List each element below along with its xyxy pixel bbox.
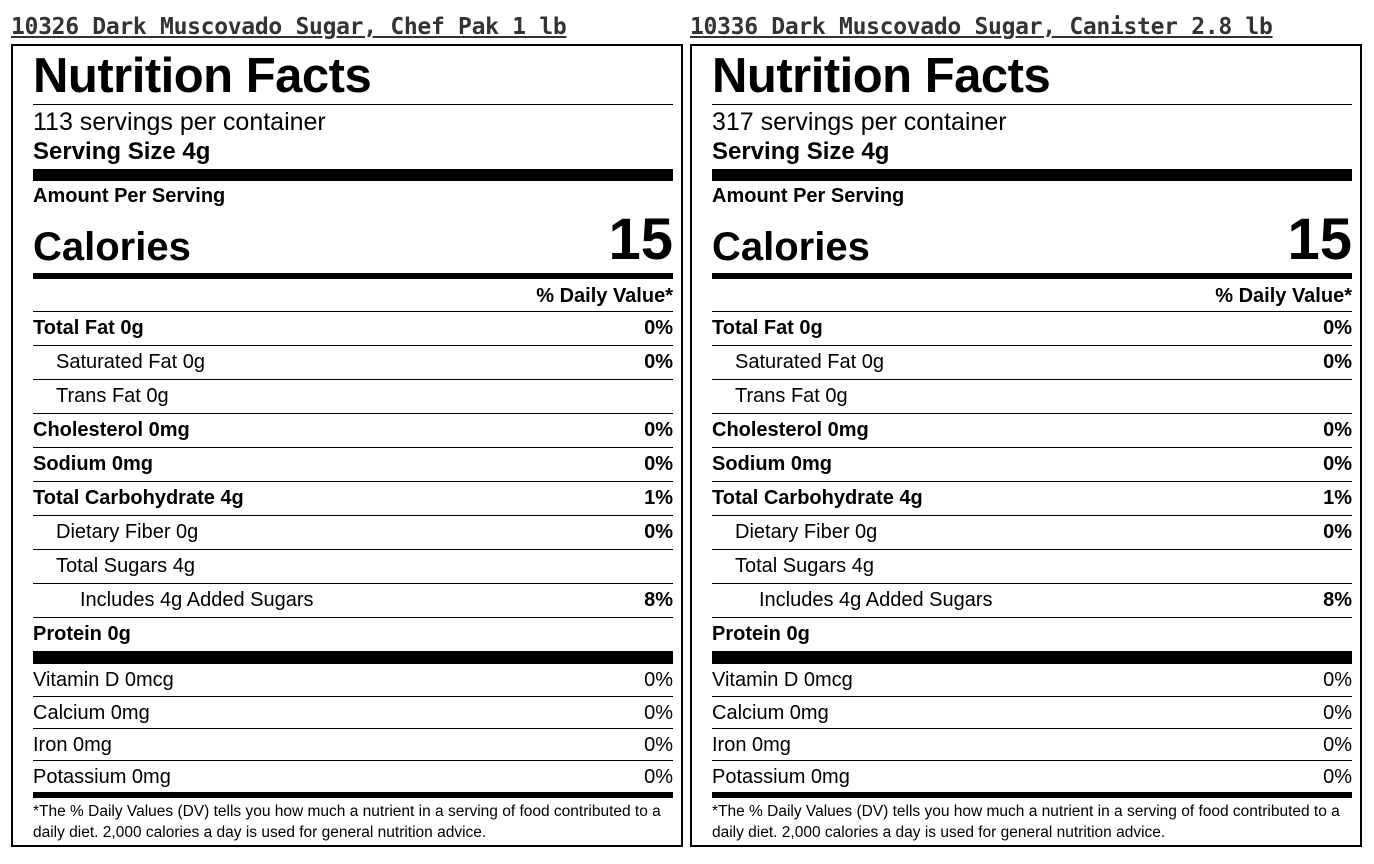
added-sugars-row	[33, 583, 673, 617]
nutrient-daily-value: 1%	[644, 487, 673, 509]
nutrient-label: Saturated Fat 0g	[56, 351, 205, 373]
vitamin-daily-value: 0%	[1323, 734, 1352, 756]
trans-fat-row	[712, 379, 1352, 413]
nutrient-label: Sodium 0mg	[33, 453, 154, 475]
calories-label: Calories	[712, 225, 870, 269]
daily-value-header: % Daily Value*	[1215, 285, 1352, 307]
nutrient-label: Total Fat 0g	[33, 317, 144, 339]
vitamin-d-row	[712, 664, 1352, 696]
nutrient-label: Includes 4g Added Sugars	[759, 589, 993, 611]
calories-value: 15	[608, 207, 673, 272]
nutrition-facts-title: Nutrition Facts	[33, 49, 372, 103]
nutrient-label: Includes 4g Added Sugars	[80, 589, 314, 611]
nutrient-daily-value: 8%	[644, 589, 673, 611]
serving-size: Serving Size 4g	[33, 138, 211, 165]
vitamin-daily-value: 0%	[644, 669, 673, 691]
product-link[interactable]: 10336 Dark Muscovado Sugar, Canister 2.8 lb	[690, 14, 1273, 40]
nutrition-facts-label	[690, 44, 1362, 847]
protein-row	[712, 617, 1352, 651]
total-sugars-row	[712, 549, 1352, 583]
serving-size: Serving Size 4g	[712, 138, 890, 165]
nutrient-daily-value: 0%	[1323, 317, 1352, 339]
sodium-row	[712, 447, 1352, 481]
cholesterol-row	[33, 413, 673, 447]
total-sugars-row	[33, 549, 673, 583]
vitamin-daily-value: 0%	[644, 734, 673, 756]
vitamin-daily-value: 0%	[644, 766, 673, 788]
nutrient-label: Dietary Fiber 0g	[735, 521, 878, 543]
calories-row	[712, 207, 1352, 273]
vitamin-label: Iron 0mg	[33, 734, 112, 756]
vitamin-daily-value: 0%	[1323, 702, 1352, 724]
total-fat-row	[712, 311, 1352, 345]
vitamin-label: Vitamin D 0mcg	[33, 669, 174, 691]
nutrient-daily-value: 8%	[1323, 589, 1352, 611]
thick-divider	[712, 169, 1352, 181]
calories-value: 15	[1287, 207, 1352, 272]
vitamin-label: Potassium 0mg	[33, 766, 171, 788]
daily-value-footnote: *The % Daily Values (DV) tells you how much a nutrient in a serving of food contributed to a daily diet. 2,000 calories a day is used for general nutrition advice.	[33, 803, 661, 841]
iron-row	[712, 728, 1352, 760]
vitamin-label: Calcium 0mg	[33, 702, 150, 724]
nutrient-daily-value: 1%	[1323, 487, 1352, 509]
amount-per-serving: Amount Per Serving	[712, 185, 905, 207]
iron-row	[33, 728, 673, 760]
nutrient-label: Total Carbohydrate 4g	[712, 487, 923, 509]
nutrient-label: Cholesterol 0mg	[712, 419, 869, 441]
product-panel	[690, 0, 1362, 847]
nutrient-label: Protein 0g	[33, 623, 131, 645]
thick-divider	[712, 651, 1352, 664]
servings-per-container: 113 servings per container	[33, 108, 326, 136]
vitamin-label: Calcium 0mg	[712, 702, 829, 724]
product-link[interactable]: 10326 Dark Muscovado Sugar, Chef Pak 1 lb	[11, 14, 567, 40]
calcium-row	[712, 696, 1352, 728]
nutrient-daily-value: 0%	[644, 317, 673, 339]
calcium-row	[33, 696, 673, 728]
nutrient-label: Total Fat 0g	[712, 317, 823, 339]
vitamin-label: Potassium 0mg	[712, 766, 850, 788]
total-carbohydrate-row	[712, 481, 1352, 515]
cholesterol-row	[712, 413, 1352, 447]
nutrient-label: Cholesterol 0mg	[33, 419, 190, 441]
product-panel	[11, 0, 683, 847]
nutrient-daily-value: 0%	[644, 419, 673, 441]
vitamin-daily-value: 0%	[1323, 766, 1352, 788]
total-carbohydrate-row	[33, 481, 673, 515]
nutrient-daily-value: 0%	[1323, 453, 1352, 475]
nutrient-daily-value: 0%	[1323, 521, 1352, 543]
nutrient-label: Protein 0g	[712, 623, 810, 645]
protein-row	[33, 617, 673, 651]
dietary-fiber-row	[712, 515, 1352, 549]
nutrient-label: Dietary Fiber 0g	[56, 521, 199, 543]
vitamin-label: Vitamin D 0mcg	[712, 669, 853, 691]
nutrient-label: Total Sugars 4g	[56, 555, 195, 577]
thick-divider	[33, 169, 673, 181]
amount-per-serving: Amount Per Serving	[33, 185, 226, 207]
servings-per-container: 317 servings per container	[712, 108, 1007, 136]
saturated-fat-row	[712, 345, 1352, 379]
nutrient-daily-value: 0%	[1323, 419, 1352, 441]
nutrient-label: Trans Fat 0g	[735, 385, 848, 407]
saturated-fat-row	[33, 345, 673, 379]
vitamin-d-row	[33, 664, 673, 696]
nutrient-label: Total Sugars 4g	[735, 555, 874, 577]
daily-value-header: % Daily Value*	[536, 285, 673, 307]
nutrition-facts-label	[11, 44, 683, 847]
potassium-row	[33, 760, 673, 792]
nutrition-facts-title: Nutrition Facts	[712, 49, 1051, 103]
nutrient-label: Total Carbohydrate 4g	[33, 487, 244, 509]
sodium-row	[33, 447, 673, 481]
daily-value-footnote: *The % Daily Values (DV) tells you how much a nutrient in a serving of food contributed to a daily diet. 2,000 calories a day is used for general nutrition advice.	[712, 803, 1340, 841]
nutrient-label: Saturated Fat 0g	[735, 351, 884, 373]
nutrient-label: Trans Fat 0g	[56, 385, 169, 407]
vitamin-daily-value: 0%	[644, 702, 673, 724]
nutrient-daily-value: 0%	[644, 351, 673, 373]
calories-label: Calories	[33, 225, 191, 269]
nutrient-label: Sodium 0mg	[712, 453, 833, 475]
nutrient-daily-value: 0%	[644, 521, 673, 543]
nutrient-daily-value: 0%	[1323, 351, 1352, 373]
thick-divider	[33, 651, 673, 664]
calories-row	[33, 207, 673, 273]
vitamin-daily-value: 0%	[1323, 669, 1352, 691]
vitamin-label: Iron 0mg	[712, 734, 791, 756]
nutrient-daily-value: 0%	[644, 453, 673, 475]
dietary-fiber-row	[33, 515, 673, 549]
added-sugars-row	[712, 583, 1352, 617]
trans-fat-row	[33, 379, 673, 413]
total-fat-row	[33, 311, 673, 345]
potassium-row	[712, 760, 1352, 792]
